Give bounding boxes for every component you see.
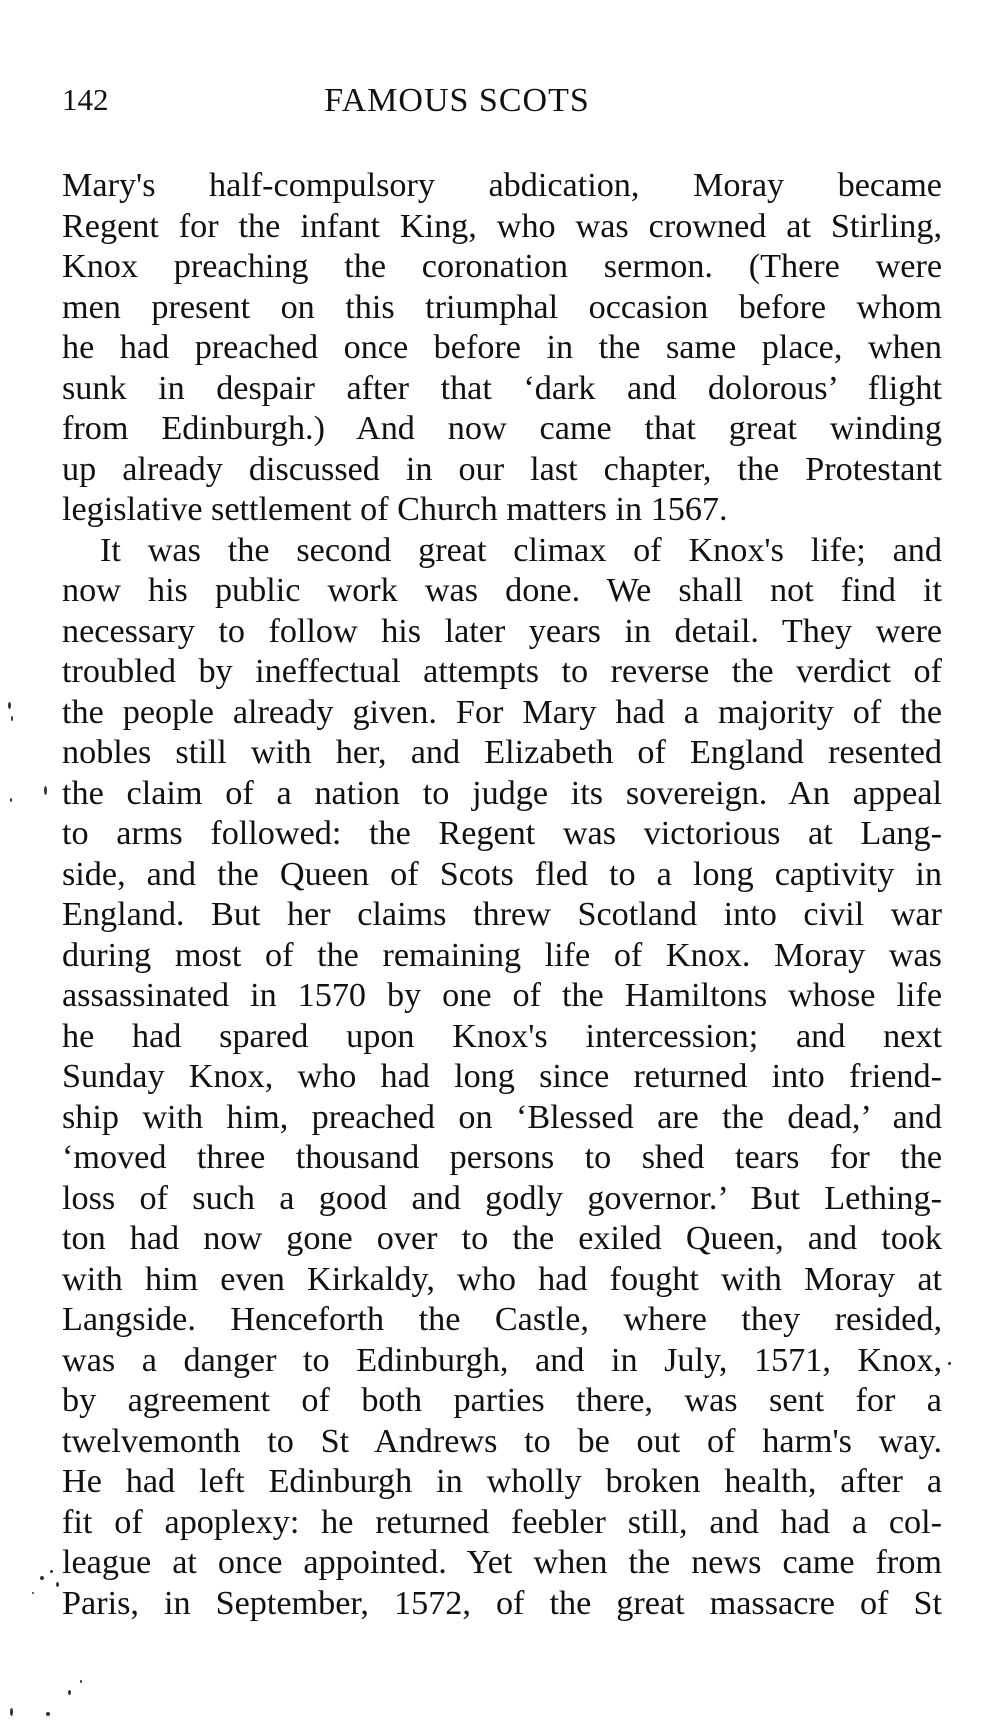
scan-speck: [68, 1690, 71, 1695]
text-line: league at once appointed. Yet when the news came from: [62, 1544, 942, 1581]
text-line: the claim of a nation to judge its sovereign. An appeal: [62, 774, 942, 812]
text-line: Langside. Henceforth the Castle, where they resided,: [62, 1301, 942, 1338]
text-line: assassinated in 1570 by one of the Hamiltons whose life: [62, 977, 942, 1014]
text-line: nobles still with her, and Elizabeth of England resented: [62, 734, 942, 771]
text-line: ton had now gone over to the exiled Queen, and took: [62, 1220, 942, 1257]
text-line: sunk in despair after that ‘dark and dolorous’ flight: [62, 369, 942, 407]
text-line: during most of the remaining life of Knox. Moray was: [62, 936, 942, 974]
scan-speck: [8, 702, 11, 709]
scan-speck: [10, 798, 12, 802]
text-line: England. But her claims threw Scotland into civil war: [62, 896, 942, 933]
paragraph-2: [62, 531, 942, 1625]
text-line: necessary to follow his later years in detail. They were: [62, 612, 942, 650]
body-text: [62, 166, 942, 1624]
text-line: Mary's half-compulsory abdication, Moray became: [62, 167, 942, 204]
text-line: he had preached once before in the same place, when: [62, 329, 942, 366]
text-line: he had spared upon Knox's intercession; and next: [62, 1017, 942, 1055]
text-line: loss of such a good and godly governor.’ But Lething-: [62, 1179, 942, 1217]
text-line: Sunday Knox, who had long since returned into friend-: [62, 1058, 942, 1095]
text-line: was a danger to Edinburgh, and in July, 1571, Knox,: [62, 1341, 942, 1379]
text-line: Knox preaching the coronation sermon. (There were: [62, 248, 942, 285]
text-line: now his public work was done. We shall not find it: [62, 572, 942, 609]
page-number: 142: [62, 82, 109, 117]
text-line: by agreement of both parties there, was sent for a: [62, 1382, 942, 1419]
text-line: troubled by ineffectual attempts to reverse the verdict of: [62, 653, 942, 690]
scan-speck: [10, 1708, 13, 1716]
text-line: from Edinburgh.) And now came that great winding: [62, 410, 942, 447]
text-line: He had left Edinburgh in wholly broken health, after a: [62, 1463, 942, 1500]
text-line: the people already given. For Mary had a majority of the: [62, 693, 942, 731]
text-line: It was the second great climax of Knox's life; and: [100, 531, 942, 569]
scan-speck: [50, 1570, 53, 1573]
scan-speck: [11, 716, 13, 721]
text-line: side, and the Queen of Scots fled to a long captivity in: [62, 855, 942, 893]
scan-speck: [44, 786, 47, 795]
text-line: to arms followed: the Regent was victorious at Lang-: [62, 815, 942, 852]
text-line: ‘moved three thousand persons to shed tears for the: [62, 1139, 942, 1176]
text-line: twelvemonth to St Andrews to be out of harm's way.: [62, 1422, 942, 1460]
text-line: men present on this triumphal occasion before whom: [62, 288, 942, 326]
scan-speck: [40, 1576, 44, 1580]
text-line: legislative settlement of Church matters in 1567.: [62, 491, 728, 528]
scan-speck: [46, 1712, 50, 1716]
paragraph-1: [62, 166, 942, 531]
text-line: Paris, in September, 1572, of the great massacre of St: [62, 1584, 942, 1622]
running-title: FAMOUS SCOTS: [324, 82, 590, 119]
text-line: Regent for the infant King, who was crowned at Stirling,: [62, 207, 942, 245]
scan-speck: [948, 1362, 951, 1365]
text-line: ship with him, preached on ‘Blessed are the dead,’ and: [62, 1098, 942, 1136]
scan-speck: [80, 1680, 82, 1683]
text-line: fit of apoplexy: he returned feebler still, and had a col-: [62, 1503, 942, 1541]
text-line: with him even Kirkaldy, who had fought with Moray at: [62, 1260, 942, 1298]
scan-speck: [32, 1592, 34, 1594]
text-line: up already discussed in our last chapter, the Protestant: [62, 450, 942, 488]
scan-speck: [56, 1582, 59, 1587]
running-head: [62, 82, 942, 122]
